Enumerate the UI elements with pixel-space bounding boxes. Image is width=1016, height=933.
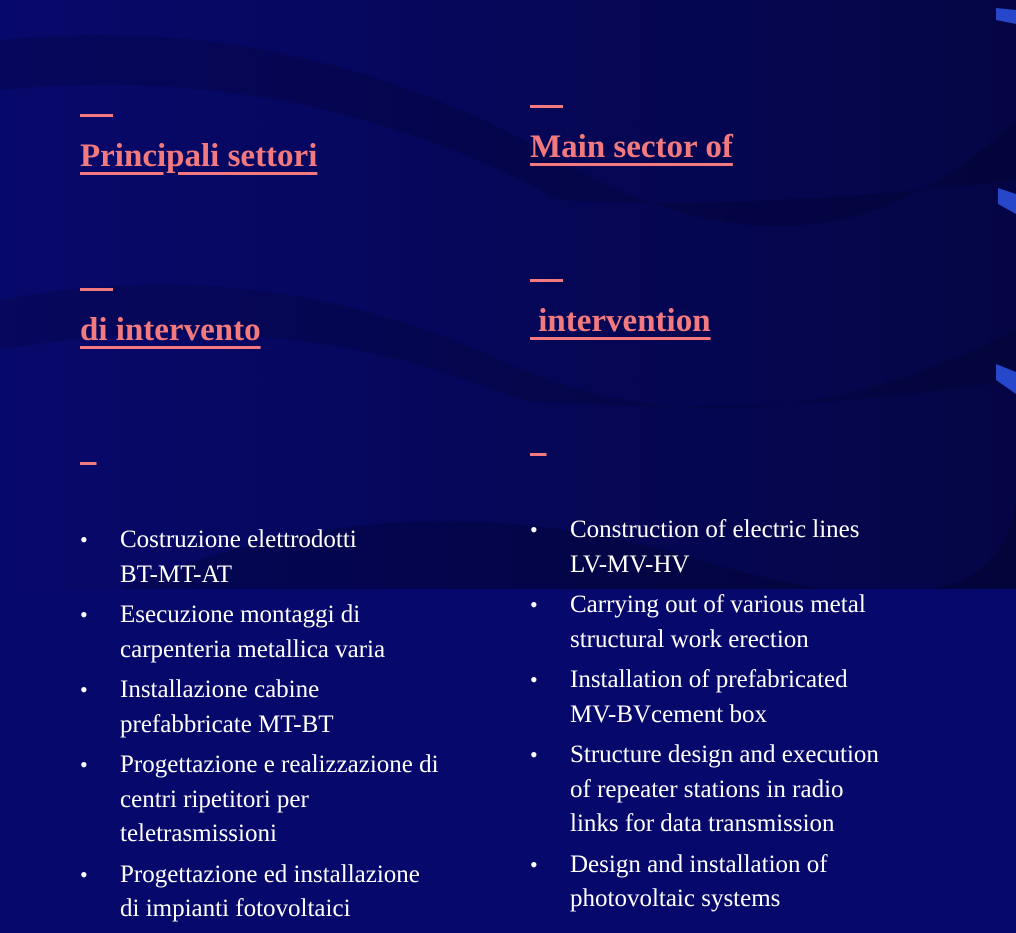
english-title [530,2,950,466]
bullet: • [530,667,538,692]
list-item [530,588,950,657]
bullet: • [80,602,88,627]
item-line: Esecuzione montaggi di [120,601,361,628]
item-line: BT-MT-AT [120,560,233,588]
bullet: • [80,861,88,887]
item-line: structural work erection [570,625,809,653]
italian-title [80,11,510,475]
item-line: Installazione cabine [120,676,320,703]
item-line: Structure design and execution [570,741,879,768]
english-column [530,0,950,923]
list-item [530,848,950,917]
bullet: • [530,851,538,877]
list-item [530,663,950,732]
item-line: Progettazione e realizzazione di [120,751,439,778]
list-item [80,523,510,592]
list-item [530,513,950,582]
english-title-line2: intervention [530,303,711,339]
english-title-line1: Main sector of [530,129,733,165]
item-line: Carrying out of various metal [570,591,866,618]
item-line: MV-BVcement box [570,700,767,728]
italian-title-line1: Principali settori [80,138,318,174]
item-line: photovoltaic systems [570,885,781,912]
item-line: Progettazione ed installazione [120,860,420,888]
item-line: Construction of electric lines [570,516,860,543]
item-line: of repeater stations in radio [570,775,844,803]
list-item [80,748,510,852]
bullet: • [530,517,538,542]
list-item [80,598,510,667]
item-line: prefabbricate MT-BT [120,710,334,738]
list-item [530,738,950,842]
item-line: links for data transmission [570,810,835,837]
list-item [80,858,510,927]
item-line: Costruzione elettrodotti [120,526,357,553]
italian-column [80,0,510,933]
italian-title-line2: di intervento [80,312,261,348]
item-line: di impianti fotovoltaici [120,895,351,922]
list-item [80,673,510,742]
bullet: • [80,527,88,552]
item-line: Design and installation of [570,850,828,878]
bullet: • [80,677,88,702]
bullet: • [530,742,538,767]
bullet: • [530,592,538,617]
english-list [530,513,950,917]
item-line: Installation of prefabricated [570,666,848,693]
italian-list [80,523,510,927]
item-line: carpenteria metallica varia [120,635,386,663]
item-line: centri ripetitori per [120,785,309,813]
item-line: teletrasmissioni [120,820,277,847]
item-line: LV-MV-HV [570,550,690,578]
bullet: • [80,752,88,777]
